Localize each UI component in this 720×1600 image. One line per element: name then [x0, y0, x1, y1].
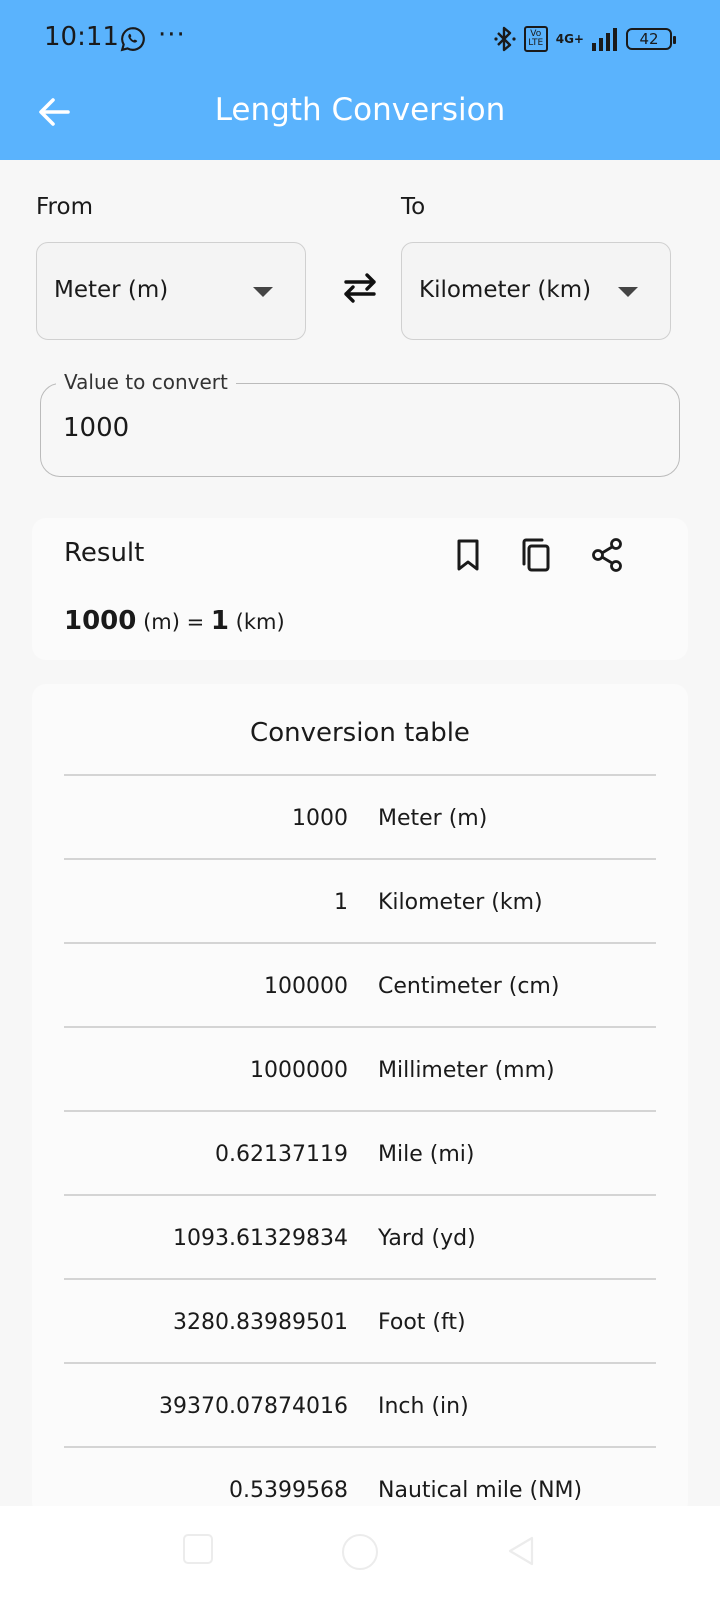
page-title: Length Conversion	[214, 92, 506, 128]
from-unit-value: Meter (m)	[54, 277, 169, 303]
network-type-label: 4G+	[555, 32, 584, 46]
row-value: 3280.83989501	[173, 1310, 348, 1335]
table-row	[64, 1280, 656, 1364]
from-unit-dropdown[interactable]	[36, 242, 306, 340]
row-value: 1	[334, 890, 348, 915]
row-unit: Meter (m)	[378, 806, 488, 831]
whatsapp-icon	[120, 26, 146, 52]
row-unit: Millimeter (mm)	[378, 1058, 555, 1083]
status-more-icon: ···	[158, 20, 186, 50]
value-input[interactable]	[63, 413, 643, 443]
table-row	[64, 860, 656, 944]
volte-icon: Vo LTE	[524, 26, 548, 52]
row-value: 0.62137119	[215, 1142, 348, 1167]
table-row	[64, 1112, 656, 1196]
table-row	[64, 776, 656, 860]
to-label: To	[401, 194, 426, 220]
table-row	[64, 1028, 656, 1112]
result-output-unit: (km)	[235, 610, 285, 634]
signal-icon	[592, 27, 618, 51]
row-value: 1000000	[250, 1058, 348, 1083]
system-nav-bar	[0, 1506, 720, 1600]
result-line	[64, 606, 285, 636]
conversion-table-card	[32, 684, 688, 1516]
result-output-value: 1	[210, 606, 229, 636]
dropdown-arrow-icon	[253, 287, 273, 297]
row-value: 0.5399568	[229, 1478, 348, 1503]
row-unit: Centimeter (cm)	[378, 974, 560, 999]
status-icons	[494, 24, 672, 54]
battery-icon: 42	[626, 28, 672, 50]
copy-icon[interactable]	[518, 536, 554, 574]
dropdown-arrow-icon	[618, 287, 638, 297]
app-bar	[0, 0, 720, 160]
row-value: 100000	[264, 974, 348, 999]
row-value: 39370.07874016	[159, 1394, 348, 1419]
row-value: 1000	[292, 806, 348, 831]
bookmark-icon[interactable]	[450, 536, 486, 574]
to-unit-value: Kilometer (km)	[419, 277, 592, 303]
home-button[interactable]	[342, 1534, 378, 1570]
row-unit: Mile (mi)	[378, 1142, 475, 1167]
status-bar	[0, 0, 720, 80]
result-title: Result	[64, 538, 145, 568]
share-icon[interactable]	[590, 536, 626, 574]
table-row	[64, 944, 656, 1028]
row-unit: Inch (in)	[378, 1394, 469, 1419]
to-unit-dropdown[interactable]	[401, 242, 671, 340]
swap-units-button[interactable]	[338, 266, 382, 310]
result-input-unit: (m)	[143, 610, 180, 634]
from-label: From	[36, 194, 93, 220]
status-time: 10:11	[44, 22, 119, 52]
result-input-value: 1000	[64, 606, 137, 636]
row-unit: Kilometer (km)	[378, 890, 543, 915]
bluetooth-icon	[494, 25, 516, 53]
recent-apps-button[interactable]	[183, 1534, 213, 1564]
row-unit: Nautical mile (NM)	[378, 1478, 583, 1503]
result-equals: =	[186, 610, 205, 634]
row-value: 1093.61329834	[173, 1226, 348, 1251]
row-unit: Yard (yd)	[378, 1226, 476, 1251]
row-unit: Foot (ft)	[378, 1310, 466, 1335]
value-field-label: Value to convert	[56, 370, 236, 394]
result-card	[32, 518, 688, 660]
system-back-button[interactable]	[504, 1534, 538, 1568]
table-row	[64, 1364, 656, 1448]
conversion-table-title: Conversion table	[250, 718, 470, 748]
table-row	[64, 1196, 656, 1280]
